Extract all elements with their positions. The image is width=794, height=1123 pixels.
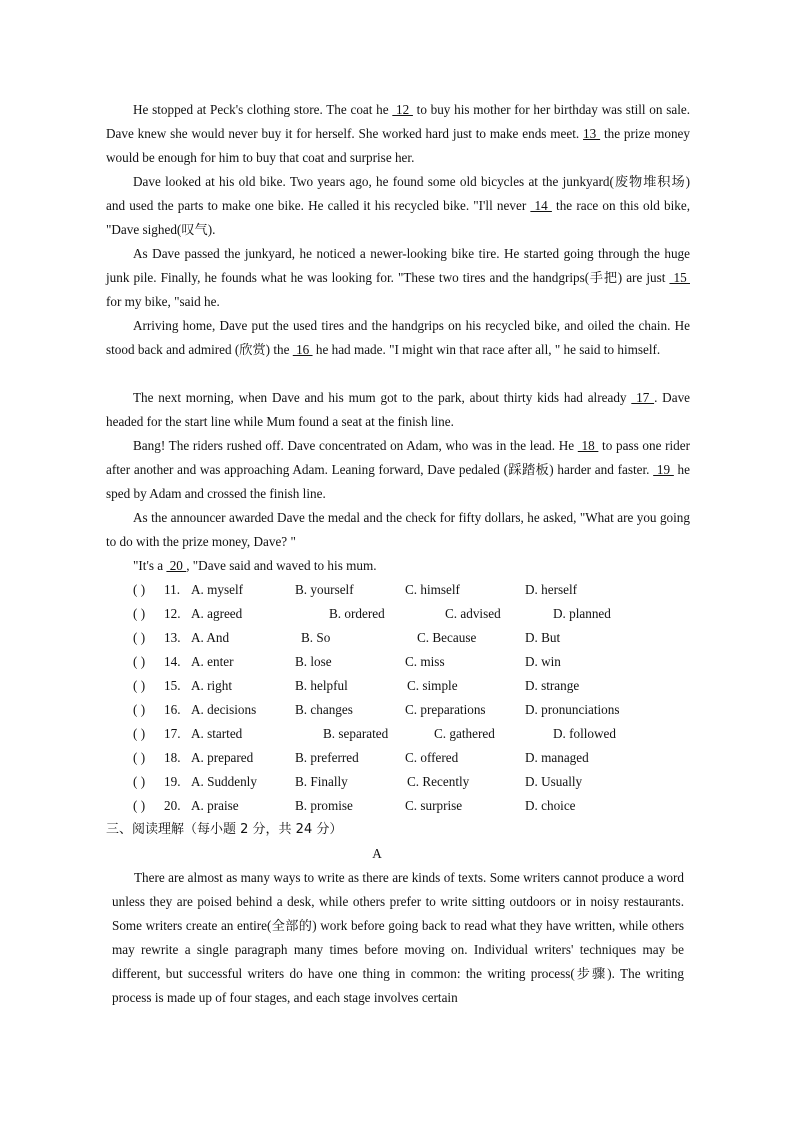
question-number: 13.	[164, 630, 181, 645]
answer-box[interactable]: ( )	[133, 726, 146, 741]
blank-12: 12	[392, 102, 413, 117]
text: Bang! The riders rushed off. Dave concentrated on Adam, who was in the lead. He	[133, 438, 578, 453]
passage-letter: A	[372, 846, 382, 861]
text: for my bike, "said he.	[106, 294, 220, 309]
option-c: C. advised	[445, 606, 501, 621]
answer-box[interactable]: ( )	[133, 774, 146, 789]
text: The next morning, when Dave and his mum got to the park, about thirty kids had already	[133, 390, 632, 405]
question-row	[133, 650, 693, 674]
option-b: B. So	[301, 630, 331, 645]
question-number: 19.	[164, 774, 181, 789]
cloze-paragraph-5	[106, 386, 690, 434]
option-d: D. But	[525, 630, 561, 645]
option-c: C. Because	[417, 630, 477, 645]
blank-19: 19	[653, 462, 674, 477]
answer-box[interactable]: ( )	[133, 678, 146, 693]
text: to buy his mother for her birthday was still on sale. Dave knew she would never buy it for herself. She worked hard just to make ends meet.	[106, 102, 691, 141]
text: . Dave headed for the start line while Mum found a seat at the finish line.	[106, 390, 691, 429]
text: he had made. "I might win that race after all, " he said to himself.	[312, 342, 661, 357]
text: As Dave passed the junkyard, he noticed a newer-looking bike tire. He started going through the huge junk pile. Finally, he founds what he was looking for. "These two tires and the handgrips(手把) are just	[106, 246, 690, 285]
blank-20: 20	[166, 558, 187, 573]
option-b: B. separated	[323, 726, 389, 741]
question-row	[133, 602, 693, 626]
option-c: C. offered	[405, 750, 459, 765]
question-number: 15.	[164, 678, 181, 693]
text: Arriving home, Dave put the used tires and the handgrips on his recycled bike, and oiled the chain. He stood back and admired (欣赏) the	[106, 318, 690, 357]
question-number: 20.	[164, 798, 181, 813]
option-a: A. And	[191, 630, 230, 645]
question-row	[133, 794, 693, 818]
option-d: D. choice	[525, 798, 576, 813]
option-d: D. pronunciations	[525, 702, 620, 717]
option-c: C. gathered	[434, 726, 495, 741]
answer-box[interactable]: ( )	[133, 702, 146, 717]
question-number: 18.	[164, 750, 181, 765]
option-a: A. prepared	[191, 750, 254, 765]
text: "It's a	[133, 558, 167, 573]
option-c: C. miss	[405, 654, 445, 669]
text: the race on this old bike, "Dave sighed(叹气).	[106, 198, 691, 237]
question-number: 17.	[164, 726, 181, 741]
blank-14: 14	[530, 198, 552, 213]
option-d: D. followed	[553, 726, 616, 741]
cloze-paragraph-4	[106, 314, 690, 362]
option-c: C. simple	[407, 678, 458, 693]
cloze-paragraph-1	[106, 98, 690, 170]
text: As the announcer awarded Dave the medal and the check for fifty dollars, he asked, "What are you going to do with the prize money, Dave? "	[106, 510, 690, 549]
cloze-paragraph-2	[106, 170, 690, 242]
option-b: B. helpful	[295, 678, 348, 693]
option-d: D. Usually	[525, 774, 583, 789]
option-c: C. surprise	[405, 798, 463, 813]
option-b: B. yourself	[295, 582, 354, 597]
text: the prize money would be enough for him to buy that coat and surprise her.	[106, 126, 690, 165]
text: Dave looked at his old bike. Two years ago, he found some old bicycles at the junkyard(废物堆积场) and used the parts to make one bike. He called it his recycled bike. "I'll never	[106, 174, 690, 213]
text: , "Dave said and waved to his mum.	[186, 558, 377, 573]
option-b: B. Finally	[295, 774, 348, 789]
option-c: C. preparations	[405, 702, 486, 717]
question-row	[133, 722, 693, 746]
question-row	[133, 626, 693, 650]
answer-box[interactable]: ( )	[133, 654, 146, 669]
cloze-paragraph-6	[106, 434, 690, 506]
option-a: A. praise	[191, 798, 239, 813]
section-heading: 三、阅读理解（每小题 2 分，共 24 分）	[106, 822, 343, 837]
answer-box[interactable]: ( )	[133, 630, 146, 645]
answer-box[interactable]: ( )	[133, 606, 146, 621]
option-a: A. agreed	[191, 606, 243, 621]
cloze-paragraph-3	[106, 242, 690, 314]
blank-17: 17	[631, 390, 655, 405]
cloze-paragraph-8	[106, 554, 690, 578]
option-c: C. Recently	[407, 774, 470, 789]
answer-box[interactable]: ( )	[133, 750, 146, 765]
option-d: D. planned	[553, 606, 611, 621]
text: to pass one rider after another and was approaching Adam. Leaning forward, Dave pedaled (踩踏板) harder and faster.	[106, 438, 691, 477]
question-number: 16.	[164, 702, 181, 717]
reading-passage	[112, 866, 684, 1010]
blank-13: 13	[583, 126, 601, 141]
blank-15: 15	[669, 270, 690, 285]
question-row	[133, 770, 693, 794]
blank-18: 18	[577, 438, 599, 453]
passage-text: There are almost as many ways to write as there are kinds of texts. Some writers cannot produce a word unless they are poised behind a desk, while others prefer to write sitting outdoors or in noisy restaurants. Some writers create an entire(全部的) work before going back to read what they have written, while others may rewrite a single paragraph many times before moving on. Individual writers' techniques may be different, but successful writers do have one thing in common: the writing process(步骤). The writing process is made up of four stages, and each stage involves certain	[112, 870, 684, 1005]
option-a: A. started	[191, 726, 243, 741]
question-number: 14.	[164, 654, 181, 669]
option-a: A. decisions	[191, 702, 257, 717]
option-b: B. ordered	[329, 606, 385, 621]
question-row	[133, 578, 693, 602]
option-c: C. himself	[405, 582, 460, 597]
option-d: D. win	[525, 654, 561, 669]
option-b: B. changes	[295, 702, 353, 717]
option-d: D. herself	[525, 582, 577, 597]
option-a: A. Suddenly	[191, 774, 257, 789]
text: he sped by Adam and crossed the finish line.	[106, 462, 691, 501]
question-row	[133, 698, 693, 722]
option-a: A. right	[191, 678, 233, 693]
cloze-paragraph-7	[106, 506, 690, 554]
option-b: B. preferred	[295, 750, 359, 765]
text: He stopped at Peck's clothing store. The coat he	[133, 102, 393, 117]
question-row	[133, 746, 693, 770]
question-row	[133, 674, 693, 698]
question-number: 12.	[164, 606, 181, 621]
option-b: B. lose	[295, 654, 332, 669]
question-number: 11.	[164, 582, 180, 597]
answer-box[interactable]: ( )	[133, 582, 146, 597]
option-d: D. managed	[525, 750, 589, 765]
option-b: B. promise	[295, 798, 353, 813]
answer-box[interactable]: ( )	[133, 798, 146, 813]
option-d: D. strange	[525, 678, 580, 693]
option-a: A. myself	[191, 582, 244, 597]
blank-16: 16	[292, 342, 313, 357]
option-a: A. enter	[191, 654, 234, 669]
